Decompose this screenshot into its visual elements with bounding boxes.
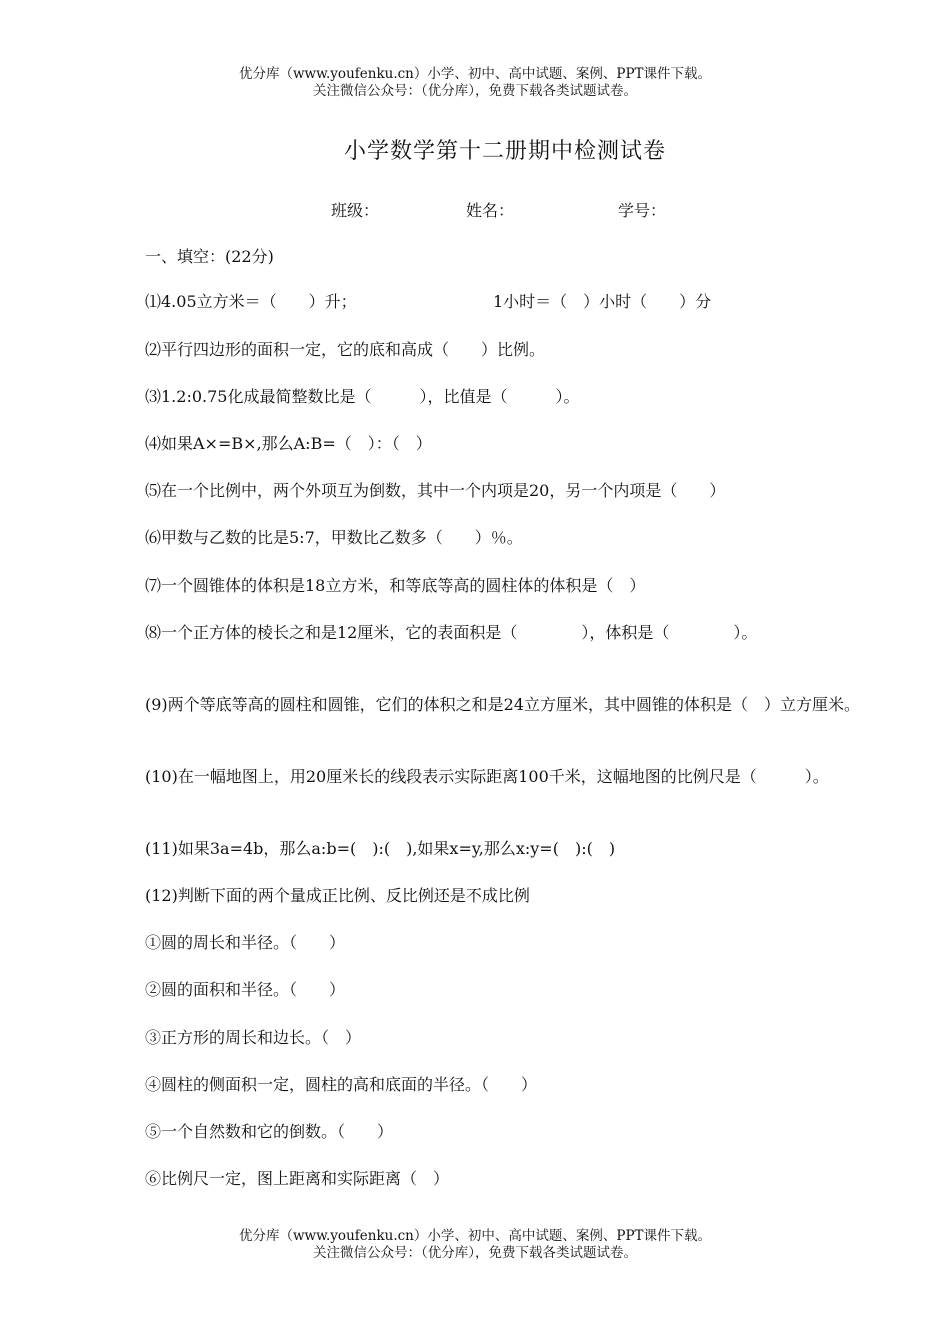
judge-item-2: ②圆的面积和半径。（ ）	[145, 980, 346, 999]
question-8: ⑻一个正方体的棱长之和是12厘米，它的表面积是（ ），体积是（ ）。	[145, 623, 758, 642]
page-header	[0, 66, 950, 100]
question-2: ⑵平行四边形的面积一定，它的底和高成（ ）比例。	[145, 340, 546, 359]
section-heading: 一、填空：(22分)	[145, 247, 274, 266]
header-line-1: 优分库（www.youfenku.cn）小学、初中、高中试题、案例、PPT课件下载。	[238, 66, 712, 82]
judge-item-6: ⑥比例尺一定，图上距离和实际距离（ ）	[145, 1169, 450, 1188]
question-5: ⑸在一个比例中，两个外项互为倒数，其中一个内项是20，另一个内项是（ ）	[145, 481, 726, 500]
class-label: 班级：	[331, 201, 380, 220]
footer-line-2: 关注微信公众号：（优分库），免费下载各类试题试卷。	[313, 1245, 637, 1261]
judge-item-5: ⑤一个自然数和它的倒数。（ ）	[145, 1122, 394, 1141]
question-11: (11)如果3a=4b，那么a:b=( ):( ),如果x=y,那么x:y=( ):( )	[145, 839, 616, 858]
page-footer	[0, 1228, 950, 1262]
question-1b: 1小时＝（ ）小时（ ）分	[493, 292, 712, 311]
question-9: (9)两个等底等高的圆柱和圆锥，它们的体积之和是24立方厘米，其中圆锥的体积是（ ）立方厘米。	[145, 695, 861, 714]
question-12: (12)判断下面的两个量成正比例、反比例还是不成比例	[145, 886, 530, 905]
question-4: ⑷如果A×=B×,那么A:B=（ ）：（ ）	[145, 434, 432, 453]
number-label: 学号：	[618, 201, 667, 220]
footer-line-1: 优分库（www.youfenku.cn）小学、初中、高中试题、案例、PPT课件下载。	[238, 1228, 712, 1244]
question-7: ⑺一个圆锥体的体积是18立方米，和等底等高的圆柱体的体积是（ ）	[145, 576, 646, 595]
header-line-2: 关注微信公众号：（优分库），免费下载各类试题试卷。	[313, 83, 637, 99]
judge-item-4: ④圆柱的侧面积一定，圆柱的高和底面的半径。（ ）	[145, 1075, 538, 1094]
name-label: 姓名：	[466, 201, 515, 220]
question-3: ⑶1.2:0.75化成最简整数比是（ ），比值是（ ）。	[145, 387, 580, 406]
question-6: ⑹甲数与乙数的比是5:7，甲数比乙数多（ ）％。	[145, 528, 523, 547]
page-title: 小学数学第十二册期中检测试卷	[343, 139, 666, 164]
question-1a: ⑴4.05立方米＝（ ）升；	[145, 292, 357, 311]
question-10: (10)在一幅地图上，用20厘米长的线段表示实际距离100千米，这幅地图的比例尺是（ ）。	[145, 767, 829, 786]
judge-item-1: ①圆的周长和半径。（ ）	[145, 933, 346, 952]
judge-item-3: ③正方形的周长和边长。（ ）	[145, 1028, 362, 1047]
